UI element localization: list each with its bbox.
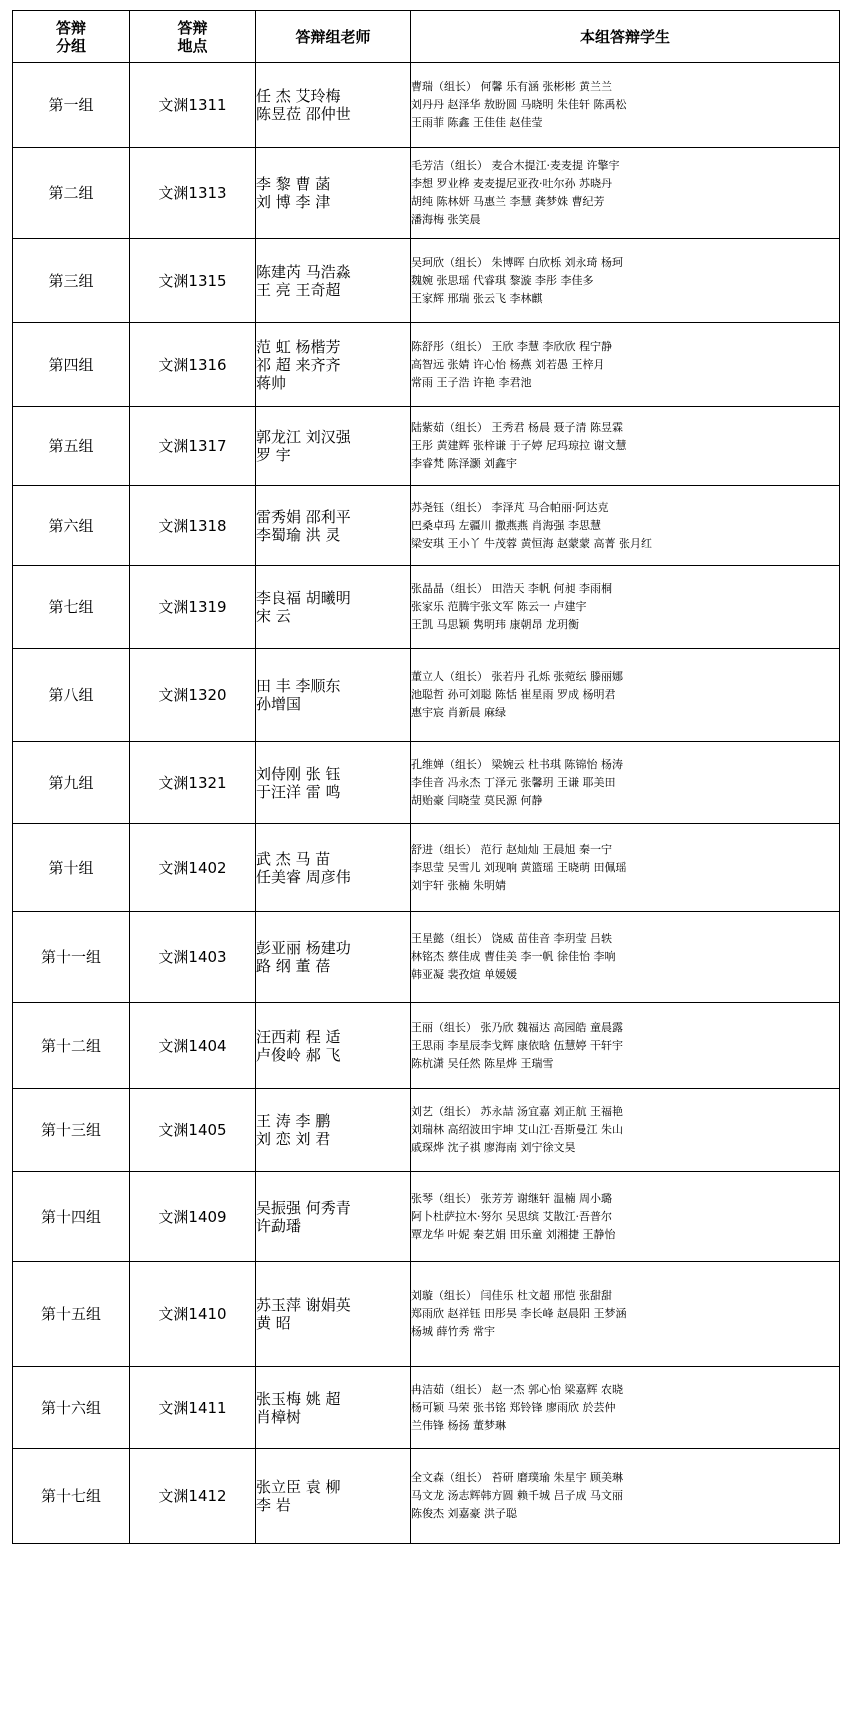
student-line: 冉洁茹（组长） 赵一杰 郭心怡 梁嘉辉 农晓 [411, 1382, 623, 1396]
teacher-line: 雷秀娟 邵利平 [256, 507, 351, 526]
students-cell [411, 1089, 840, 1172]
teacher-line: 刘 恋 刘 君 [256, 1130, 331, 1148]
teacher-line: 李良福 胡曦明 [256, 589, 351, 607]
location-cell: 文渊1320 [130, 649, 256, 742]
group-cell: 第一组 [13, 63, 130, 148]
teachers-cell [256, 1367, 411, 1449]
students-cell [411, 1003, 840, 1089]
group-cell: 第三组 [13, 239, 130, 323]
group-cell: 第十三组 [13, 1089, 130, 1172]
teacher-line: 王 亮 王奇超 [256, 280, 341, 299]
group-cell: 第十六组 [13, 1367, 130, 1449]
teacher-line: 任美睿 周彦伟 [256, 867, 351, 886]
student-line: 巴桑卓玛 左疆川 撒燕燕 肖海强 李思慧 [411, 518, 601, 532]
location-cell: 文渊1317 [130, 407, 256, 486]
teacher-line: 卢俊岭 郝 飞 [256, 1045, 341, 1064]
teacher-line: 刘 博 李 津 [256, 193, 331, 211]
student-line: 李思莹 吴雪儿 刘现响 黄篮瑶 王晓萌 田佩瑶 [411, 860, 627, 874]
teacher-line: 王 涛 李 鹏 [256, 1112, 331, 1130]
table-body [13, 63, 840, 1544]
location-cell: 文渊1315 [130, 239, 256, 323]
student-line: 王家辉 邢瑞 张云飞 李林麒 [411, 291, 543, 305]
student-line: 林铭杰 蔡佳成 曹佳美 李一帆 徐佳怡 李响 [411, 950, 616, 963]
location-cell: 文渊1405 [130, 1089, 256, 1172]
location-cell: 文渊1321 [130, 742, 256, 824]
student-line: 潘海梅 张笑晨 [411, 213, 481, 226]
teacher-line: 陈建芮 马浩淼 [256, 262, 351, 281]
student-line: 王彤 黄建辉 张梓谦 于子婷 尼玛琼拉 谢文慧 [411, 439, 627, 452]
students-cell [411, 1449, 840, 1544]
table-row [13, 649, 840, 742]
group-cell: 第十七组 [13, 1449, 130, 1544]
header-teachers: 答辩组老师 [256, 11, 411, 63]
students-cell [411, 742, 840, 824]
table-row [13, 323, 840, 407]
teacher-line: 张立臣 袁 柳 [256, 1478, 341, 1496]
teachers-cell [256, 1449, 411, 1544]
location-cell: 文渊1311 [130, 63, 256, 148]
table-row [13, 1367, 840, 1449]
teacher-line: 罗 宇 [256, 446, 291, 464]
student-line: 陆紫茹（组长） 王秀君 杨晨 聂子清 陈昱霖 [411, 421, 623, 434]
student-line: 刘瑞林 高绍波田宇坤 艾山江·吾斯曼江 朱山 [411, 1123, 623, 1136]
group-cell: 第十二组 [13, 1003, 130, 1089]
student-line: 韩亚凝 裴孜煊 单媛媛 [411, 968, 517, 981]
teachers-cell [256, 1262, 411, 1367]
table-row [13, 486, 840, 566]
table-row [13, 742, 840, 824]
teachers-cell [256, 912, 411, 1003]
student-line: 王凯 马思颖 隽明玮 康朝昂 龙玥衡 [411, 618, 579, 631]
student-line: 张琴（组长） 张芳芳 谢继轩 温楠 周小璐 [411, 1191, 612, 1205]
student-line: 王星懿（组长） 饶威 苗佳音 李玥莹 吕轶 [411, 932, 612, 945]
teacher-line: 陈昱莅 邵仲世 [256, 105, 351, 123]
student-line: 胡纯 陈林妍 马惠兰 李慧 龚梦姝 曹纪芳 [411, 195, 605, 208]
table-row [13, 912, 840, 1003]
group-cell: 第五组 [13, 407, 130, 486]
location-cell: 文渊1402 [130, 824, 256, 912]
student-line: 王雨菲 陈鑫 王佳佳 赵佳莹 [411, 116, 543, 129]
teachers-cell [256, 323, 411, 407]
student-line: 梁安琪 王小丫 牛茂蓉 黄恒海 赵蒙蒙 高菁 张月红 [411, 536, 652, 550]
student-line: 刘璇（组长） 闫佳乐 杜文超 邢恺 张甜甜 [411, 1289, 612, 1302]
student-line: 魏婉 张思瑶 代睿琪 黎漩 李彤 李佳多 [411, 273, 594, 287]
student-line: 王丽（组长） 张乃欣 魏福达 高园皓 童晨露 [411, 1020, 623, 1034]
defense-schedule-table [12, 10, 840, 1544]
student-line: 常雨 王子浩 许艳 李君池 [411, 375, 532, 389]
teacher-line: 祁 超 来齐齐 [256, 355, 341, 374]
students-cell [411, 486, 840, 566]
students-cell [411, 1367, 840, 1449]
teacher-line: 武 杰 马 苗 [256, 849, 331, 868]
student-line: 郑雨欣 赵祥钰 田彤昊 李长峰 赵晨阳 王梦涵 [411, 1307, 627, 1320]
teachers-cell [256, 239, 411, 323]
students-cell [411, 148, 840, 239]
teachers-cell [256, 148, 411, 239]
table-row [13, 1089, 840, 1172]
table-row [13, 407, 840, 486]
student-line: 戚琛烨 沈子祺 廖海南 刘宁徐文昊 [411, 1141, 576, 1154]
header-row [13, 11, 840, 63]
students-cell [411, 239, 840, 323]
group-cell: 第十四组 [13, 1172, 130, 1262]
teacher-line: 田 丰 李顺东 [256, 677, 341, 695]
student-line: 刘艺（组长） 苏永喆 汤宜嘉 刘正航 王福艳 [411, 1105, 623, 1118]
group-cell: 第十组 [13, 824, 130, 912]
location-cell: 文渊1316 [130, 323, 256, 407]
group-cell: 第七组 [13, 566, 130, 649]
location-cell: 文渊1319 [130, 566, 256, 649]
location-cell: 文渊1411 [130, 1367, 256, 1449]
teacher-line: 吴振强 何秀青 [256, 1198, 351, 1217]
table-row [13, 1449, 840, 1544]
location-cell: 文渊1410 [130, 1262, 256, 1367]
table-row [13, 1003, 840, 1089]
teacher-line: 范 虹 杨楷芳 [256, 337, 341, 356]
group-cell: 第十五组 [13, 1262, 130, 1367]
teachers-cell [256, 649, 411, 742]
student-line: 陈杭潇 吴任然 陈星烨 王瑞雪 [411, 1056, 554, 1070]
teacher-line: 彭亚丽 杨建功 [256, 939, 351, 957]
student-line: 胡贻豪 闫晓莹 莫民源 何静 [411, 793, 543, 807]
student-line: 全文森（组长） 苔研 磨璞瑜 朱星宇 顾美琳 [411, 1471, 623, 1484]
students-cell [411, 1262, 840, 1367]
teacher-line: 于汪洋 雷 鸣 [256, 782, 341, 801]
student-line: 曹瑞（组长） 何馨 乐有涵 张彬彬 黄兰兰 [411, 80, 612, 93]
teachers-cell [256, 407, 411, 486]
teacher-line: 路 纲 董 蓓 [256, 957, 331, 975]
students-cell [411, 824, 840, 912]
teachers-cell [256, 1172, 411, 1262]
teacher-line: 李 岩 [256, 1496, 291, 1514]
table-row [13, 148, 840, 239]
teacher-line: 李蜀瑜 洪 灵 [256, 525, 341, 544]
teachers-cell [256, 566, 411, 649]
teacher-line: 肖樟树 [256, 1407, 302, 1426]
student-line: 苏尧钰（组长） 李泽芃 马合帕丽·阿达克 [411, 500, 609, 514]
table-row [13, 239, 840, 323]
teacher-line: 李 黎 曹 菡 [256, 175, 331, 193]
student-line: 张晶晶（组长） 田浩天 李帆 何昶 李雨桐 [411, 582, 612, 595]
student-line: 李佳音 冯永杰 丁泽元 张馨玥 王谦 耶美田 [411, 775, 616, 789]
teacher-line: 苏玉萍 谢娟英 [256, 1296, 351, 1314]
student-line: 董立人（组长） 张若丹 孔烁 张菀纭 滕丽娜 [411, 670, 623, 683]
student-line: 杨可颖 马荣 张书铭 郑铃锋 廖雨欣 於芸仲 [411, 1400, 616, 1414]
student-line: 李想 罗业桦 麦麦提尼亚孜·吐尔孙 苏晓丹 [411, 177, 612, 190]
group-cell: 第八组 [13, 649, 130, 742]
students-cell [411, 649, 840, 742]
teachers-cell [256, 824, 411, 912]
header-location: 答辩 地点 [130, 11, 256, 63]
teachers-cell [256, 1003, 411, 1089]
student-line: 张家乐 范腾宇张文军 陈云一 卢建宇 [411, 600, 587, 613]
students-cell [411, 407, 840, 486]
header-group: 答辩 分组 [13, 11, 130, 63]
student-line: 覃龙华 叶妮 秦艺娟 田乐童 刘湘捷 王静怡 [411, 1227, 616, 1241]
group-cell: 第九组 [13, 742, 130, 824]
students-cell [411, 566, 840, 649]
student-line: 杨城 薛竹秀 常宇 [411, 1325, 495, 1338]
group-cell: 第六组 [13, 486, 130, 566]
location-cell: 文渊1313 [130, 148, 256, 239]
teacher-line: 任 杰 艾玲梅 [256, 87, 341, 105]
teacher-line: 许勐璠 [256, 1216, 302, 1235]
student-line: 孔维婵（组长） 梁婉云 杜书琪 陈锦怡 杨涛 [411, 757, 623, 771]
teacher-line: 汪西莉 程 适 [256, 1027, 341, 1046]
student-line: 阿卜杜萨拉木·努尔 吴思缤 艾散江·吾普尔 [411, 1209, 612, 1223]
teacher-line: 郭龙江 刘汉强 [256, 428, 351, 446]
student-line: 李睿梵 陈泽灏 刘鑫宇 [411, 457, 517, 470]
student-line: 惠宇宸 肖新晨 麻绿 [411, 706, 506, 719]
location-cell: 文渊1412 [130, 1449, 256, 1544]
student-line: 舒进（组长） 范行 赵灿灿 王晨旭 秦一宁 [411, 842, 612, 856]
teacher-line: 蒋帅 [256, 373, 287, 392]
student-line: 刘丹丹 赵泽华 敖盼圆 马晓明 朱佳轩 陈禹松 [411, 98, 627, 111]
table-row [13, 566, 840, 649]
student-line: 陈舒彤（组长） 王欣 李慧 李欣欣 程宁静 [411, 339, 612, 353]
students-cell [411, 323, 840, 407]
table-row [13, 824, 840, 912]
table-row [13, 1172, 840, 1262]
location-cell: 文渊1404 [130, 1003, 256, 1089]
student-line: 马文龙 汤志辉韩方圆 赖千城 吕子成 马文丽 [411, 1489, 623, 1502]
student-line: 王思雨 李星辰李戈辉 康依晗 伍慧婷 干轩宇 [411, 1038, 623, 1052]
location-cell: 文渊1318 [130, 486, 256, 566]
student-line: 池聪哲 孙可刘聪 陈恬 崔星雨 罗成 杨明君 [411, 688, 616, 701]
students-cell [411, 63, 840, 148]
teacher-line: 黄 昭 [256, 1314, 291, 1332]
teachers-cell [256, 63, 411, 148]
group-cell: 第十一组 [13, 912, 130, 1003]
student-line: 毛芳洁（组长） 麦合木提江·麦麦提 许擎宇 [411, 159, 620, 172]
student-line: 吴珂欣（组长） 朱博晖 白欣栎 刘永琦 杨珂 [411, 255, 623, 269]
teachers-cell [256, 742, 411, 824]
teacher-line: 宋 云 [256, 607, 291, 625]
student-line: 高智远 张婧 许心怡 杨燕 刘若愚 王梓月 [411, 357, 605, 371]
header-students: 本组答辩学生 [411, 11, 840, 63]
teachers-cell [256, 1089, 411, 1172]
table-row [13, 1262, 840, 1367]
students-cell [411, 1172, 840, 1262]
student-line: 刘宇轩 张楠 朱明婧 [411, 878, 506, 892]
table-row [13, 63, 840, 148]
teacher-line: 孙增国 [256, 695, 302, 713]
teacher-line: 刘侍刚 张 钰 [256, 764, 341, 783]
student-line: 陈俊杰 刘嘉豪 洪子聪 [411, 1507, 517, 1520]
teacher-line: 张玉梅 姚 超 [256, 1389, 341, 1408]
student-line: 兰伟锋 杨扬 董梦琳 [411, 1418, 506, 1432]
group-cell: 第四组 [13, 323, 130, 407]
location-cell: 文渊1403 [130, 912, 256, 1003]
location-cell: 文渊1409 [130, 1172, 256, 1262]
teachers-cell [256, 486, 411, 566]
group-cell: 第二组 [13, 148, 130, 239]
students-cell [411, 912, 840, 1003]
